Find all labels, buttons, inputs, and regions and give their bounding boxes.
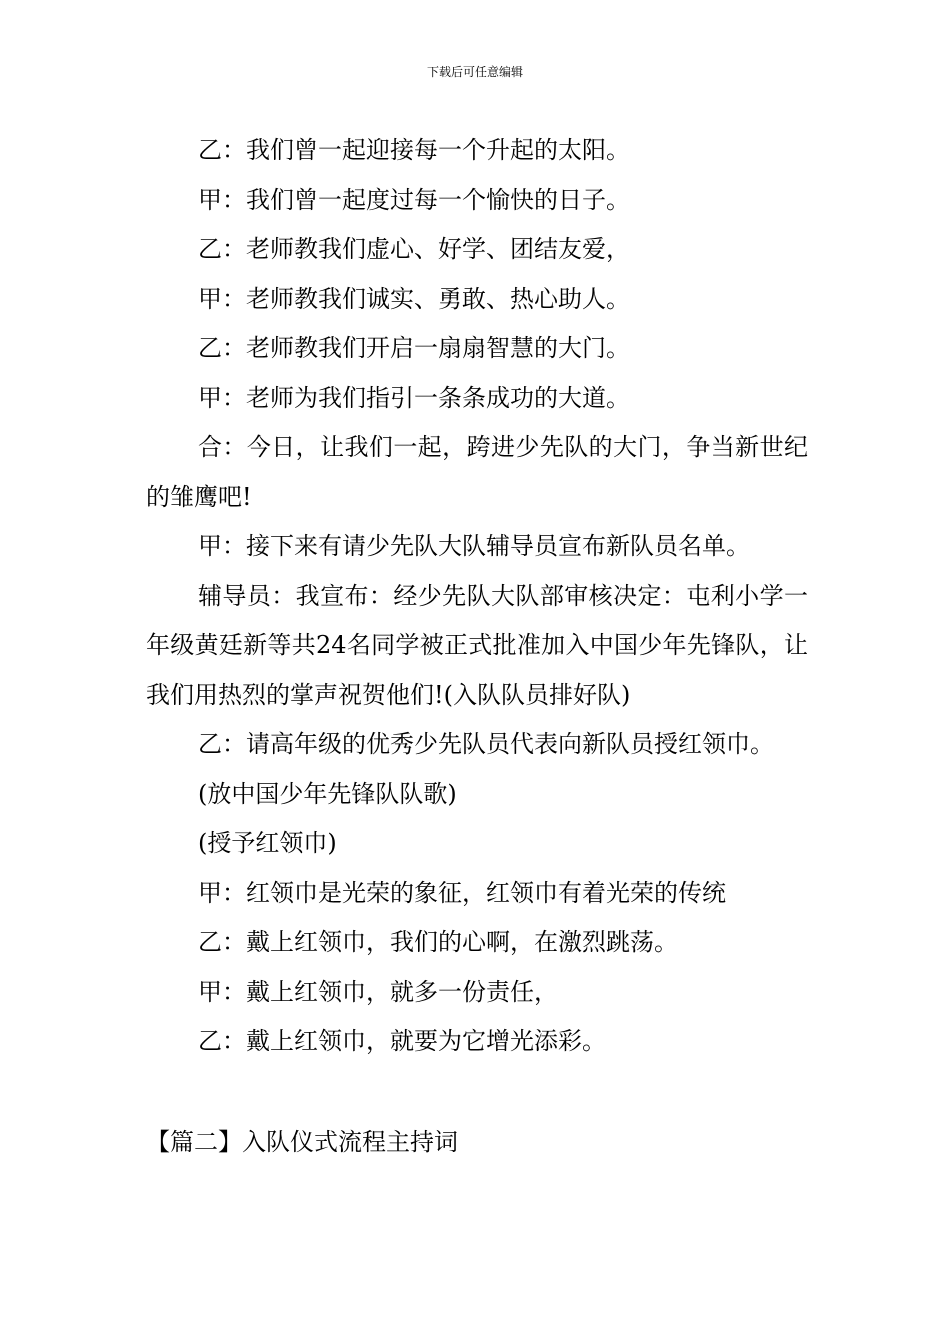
page-header-note: 下载后可任意编辑 xyxy=(426,65,523,79)
section-heading: 【篇二】入队仪式流程主持词 xyxy=(146,1128,458,1156)
paragraph: 合：今日，让我们一起，跨进少先队的大门，争当新世纪的雏鹰吧! xyxy=(146,433,808,511)
paragraph: 甲：老师为我们指引一条条成功的大道。 xyxy=(198,383,630,412)
paragraph: 乙：老师教我们虚心、好学、团结友爱， xyxy=(198,235,630,263)
paragraph: 乙：戴上红领巾，就要为它增光添彩。 xyxy=(198,1027,606,1055)
paragraph: 乙：老师教我们开启一扇扇智慧的大门。 xyxy=(198,334,630,362)
paragraph: 甲：红领巾是光荣的象征，红领巾有着光荣的传统 xyxy=(198,878,726,907)
paragraph: (授予红领巾) xyxy=(198,829,337,857)
paragraph: 甲：戴上红领巾，就多一份责任， xyxy=(198,977,558,1006)
paragraph: 乙：我们曾一起迎接每一个升起的太阳。 xyxy=(198,136,630,164)
paragraph: (放中国少年先锋队队歌) xyxy=(198,779,457,808)
paragraph: 甲：我们曾一起度过每一个愉快的日子。 xyxy=(198,185,630,214)
paragraph: 辅导员：我宣布：经少先队大队部审核决定：屯利小学一年级黄廷新等共24名同学被正式批准加入中国少年先锋队，让我们用热烈的掌声祝贺他们!(入队队员排好队) xyxy=(146,581,808,709)
paragraph: 乙：请高年级的优秀少先队员代表向新队员授红领巾。 xyxy=(198,730,774,758)
paragraph: 乙：戴上红领巾，我们的心啊，在激烈跳荡。 xyxy=(198,928,678,956)
document-body xyxy=(146,126,808,1067)
paragraph: 甲：老师教我们诚实、勇敢、热心助人。 xyxy=(198,284,630,313)
paragraph: 甲：接下来有请少先队大队辅导员宣布新队员名单。 xyxy=(198,532,750,560)
